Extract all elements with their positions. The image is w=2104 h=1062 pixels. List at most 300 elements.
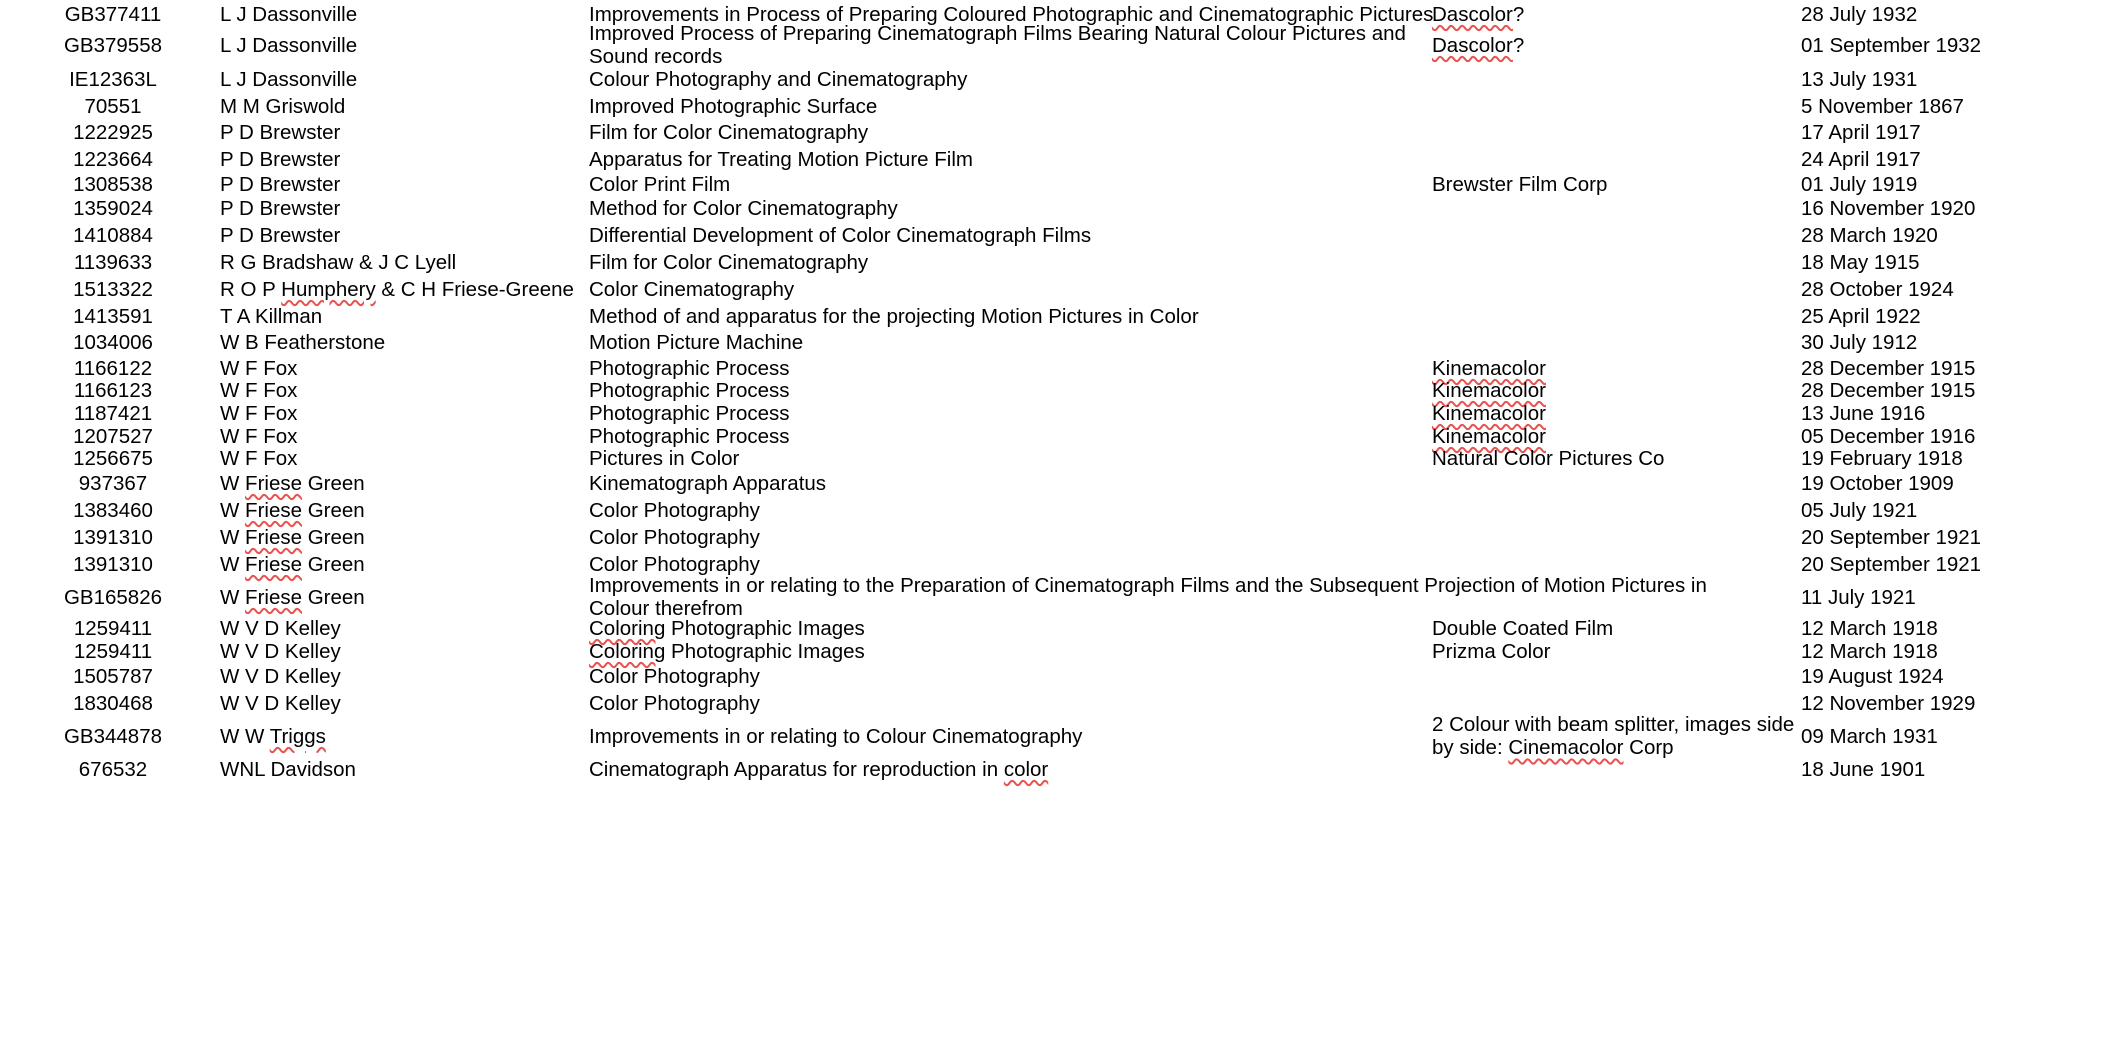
text-run: Friese (245, 585, 303, 609)
patent-number-text: GB379558 (63, 33, 163, 57)
inventor-text: L J Dassonville (220, 67, 358, 91)
patent-number-text: 1383460 (73, 498, 153, 522)
inventor (220, 222, 580, 248)
note-text: Prizma Color (1432, 639, 1551, 663)
inventor-text (220, 553, 365, 576)
patent-date (1801, 497, 2101, 523)
patent-number (0, 470, 226, 496)
inventor-text: W F Fox (220, 378, 298, 402)
note (1432, 379, 1802, 401)
table-row (0, 303, 2104, 329)
note (1432, 146, 1802, 172)
patent-number (0, 577, 226, 617)
patent-title-text: Color Print Film (589, 172, 731, 196)
inventor-text: L J Dassonville (220, 33, 358, 57)
patent-number-text: 937367 (78, 471, 148, 495)
patent-title (589, 172, 1429, 196)
inventor-text: W F Fox (220, 446, 298, 470)
patent-title (589, 357, 1429, 379)
text-run: ? (1512, 2, 1525, 26)
patent-date-text: 12 November 1929 (1801, 691, 1976, 715)
inventor (220, 663, 580, 689)
text-run: Friese (245, 498, 303, 522)
patent-date-text: 28 July 1932 (1801, 2, 1918, 26)
note (1432, 303, 1802, 329)
table-row (0, 497, 2104, 523)
inventor (220, 329, 580, 355)
patent-number (0, 690, 226, 716)
note (1432, 713, 1797, 759)
patent-title-text: Improvements in or relating to the Preparation of Cinematograph Films and the Subsequent Projection of Motion Pictures in Colour therefrom (589, 574, 1707, 620)
inventor-text: L J Dassonville (220, 2, 358, 26)
patent-date (1801, 470, 2101, 496)
patent-date-text: 17 April 1917 (1801, 120, 1921, 144)
patent-title (589, 146, 1429, 172)
text-run: W (220, 585, 246, 609)
inventor-text (220, 526, 365, 549)
patent-number-text: 1222925 (73, 120, 153, 144)
note-text: Brewster Film Corp (1432, 172, 1608, 196)
table-row (0, 249, 2104, 275)
note-text: Kinemacolor (1432, 401, 1546, 425)
patent-number (0, 249, 226, 275)
patent-title (589, 497, 1429, 523)
table-row (0, 329, 2104, 355)
patent-number (0, 640, 226, 662)
patent-number-text: 1139633 (73, 250, 153, 274)
patent-title-text: Color Cinematography (589, 277, 795, 301)
patent-number-text: GB344878 (63, 724, 163, 748)
patent-date (1801, 222, 2101, 248)
patent-date (1801, 617, 2101, 639)
patent-number (0, 196, 226, 220)
inventor-text: WNL Davidson (220, 757, 356, 781)
note-text: Natural Color Pictures Co (1432, 446, 1665, 470)
text-run: Cinematograph Apparatus for reproduction in (589, 757, 1004, 781)
note (1432, 65, 1802, 93)
patent-number-text: GB165826 (63, 585, 163, 609)
inventor-text: T A Killman (220, 304, 323, 328)
text-run: Friese (245, 525, 303, 549)
patent-number-text: 1187421 (73, 401, 153, 425)
table-row (0, 425, 2104, 447)
patent-number (0, 303, 226, 329)
inventor-text: P D Brewster (220, 147, 341, 171)
inventor (220, 551, 580, 577)
patent-title (589, 222, 1429, 248)
inventor (220, 757, 580, 781)
inventor (220, 447, 580, 469)
table-row (0, 663, 2104, 689)
patent-number (0, 379, 226, 401)
text-run: Photographic Images (665, 616, 865, 640)
patent-date (1801, 172, 2101, 196)
patent-date-text: 16 November 1920 (1801, 196, 1976, 220)
patent-date-text: 19 August 1924 (1801, 664, 1944, 688)
patent-number-text: GB377411 (64, 2, 162, 26)
note (1432, 497, 1802, 523)
patent-date (1801, 119, 2101, 145)
text-run: Triggs (269, 724, 326, 748)
text-run: Green (302, 471, 365, 495)
inventor-text: W F Fox (220, 356, 298, 380)
inventor (220, 379, 580, 401)
patent-title (589, 303, 1429, 329)
patent-date-text: 20 September 1921 (1801, 552, 1982, 576)
note (1432, 25, 1802, 65)
text-run: ? (1512, 33, 1525, 57)
patent-title-text: Motion Picture Machine (589, 330, 804, 354)
table-row (0, 574, 2104, 620)
note (1432, 249, 1802, 275)
patent-number (0, 447, 226, 469)
note (1432, 172, 1802, 196)
patent-title-text: Photographic Process (589, 378, 790, 402)
note-text (1432, 3, 1524, 26)
inventor (220, 93, 580, 119)
inventor-text: W V D Kelley (220, 616, 341, 640)
note-text: Double Coated Film (1432, 616, 1614, 640)
patent-title-text: Color Photography (589, 664, 760, 688)
patent-number-text: 70551 (84, 94, 142, 118)
note (1432, 617, 1802, 639)
patent-date (1801, 276, 2101, 302)
text-run: W (220, 525, 246, 549)
patent-number (0, 551, 226, 577)
inventor-text: M M Griswold (220, 94, 346, 118)
table-row (0, 357, 2104, 379)
patent-title-text: Color Photography (589, 525, 760, 549)
table-row (0, 222, 2104, 248)
patent-title (589, 196, 1429, 220)
patent-date-text: 28 December 1915 (1801, 378, 1976, 402)
patent-number (0, 425, 226, 447)
text-run: W (220, 471, 246, 495)
patent-number-text: 1505787 (73, 664, 153, 688)
note (1432, 640, 1802, 662)
note (1432, 276, 1802, 302)
note (1432, 425, 1802, 447)
patent-title (589, 640, 1429, 662)
patent-date-text: 01 September 1932 (1801, 33, 1982, 57)
patent-title (589, 402, 1429, 424)
text-run: Cinemacolor (1508, 736, 1624, 759)
patent-date-text: 05 July 1921 (1801, 498, 1918, 522)
patent-number (0, 497, 226, 523)
text-run: Coloring (589, 616, 666, 640)
text-run: W (220, 498, 246, 522)
patent-date (1801, 329, 2101, 355)
patent-date-text: 01 July 1919 (1801, 172, 1918, 196)
patent-title-text: Pictures in Color (589, 446, 740, 470)
table-row (0, 379, 2104, 401)
patent-title-text: Photographic Process (589, 401, 790, 425)
patent-number-text: 1391310 (73, 552, 153, 576)
patent-date (1801, 93, 2101, 119)
inventor (220, 65, 580, 93)
patent-date-text: 28 December 1915 (1801, 356, 1976, 380)
inventor (220, 470, 580, 496)
patent-number-text: 1830468 (73, 691, 153, 715)
inventor (220, 1, 580, 27)
patent-number (0, 1, 226, 27)
inventor-text: R G Bradshaw & J C Lyell (220, 250, 457, 274)
note (1432, 447, 1802, 469)
patent-title-text: Photographic Process (589, 356, 790, 380)
patent-date (1801, 640, 2101, 662)
patent-number (0, 119, 226, 145)
text-run: Green (302, 498, 365, 522)
patent-title-text: Kinematograph Apparatus (589, 471, 827, 495)
inventor-text: W F Fox (220, 401, 298, 425)
table-row (0, 470, 2104, 496)
inventor-text: P D Brewster (220, 223, 341, 247)
patent-title (589, 249, 1429, 275)
patent-number-text: 676532 (78, 757, 148, 781)
patent-date (1801, 690, 2101, 716)
patent-number-text: IE12363L (69, 67, 157, 91)
patent-number (0, 617, 226, 639)
patent-title-text: Method for Color Cinematography (589, 196, 898, 220)
inventor (220, 497, 580, 523)
patent-date-text: 18 May 1915 (1801, 250, 1920, 274)
patent-date (1801, 1, 2101, 27)
patent-title (589, 716, 1429, 756)
patent-date-text: 30 July 1912 (1801, 330, 1918, 354)
note (1432, 222, 1802, 248)
inventor-text: W V D Kelley (220, 664, 341, 688)
patent-date (1801, 146, 2101, 172)
text-run: Humphery (281, 277, 376, 301)
inventor (220, 303, 580, 329)
patent-number-text: 1259411 (73, 616, 153, 640)
note (1432, 524, 1802, 550)
inventor (220, 196, 580, 220)
inventor (220, 690, 580, 716)
patent-number-text: 1256675 (73, 446, 153, 470)
table-row (0, 276, 2104, 302)
text-run: Coloring (589, 639, 666, 663)
inventor (220, 172, 580, 196)
patent-date (1801, 577, 2101, 617)
patent-date (1801, 249, 2101, 275)
note (1432, 93, 1802, 119)
text-run: R O P (220, 277, 282, 301)
patent-number-text: 1223664 (73, 147, 153, 171)
patent-title (589, 663, 1429, 689)
patent-title (589, 93, 1429, 119)
text-run: W W (220, 724, 270, 748)
inventor-text (220, 725, 326, 748)
patent-date (1801, 757, 2101, 781)
note (1432, 663, 1802, 689)
note-text: Kinemacolor (1432, 378, 1546, 402)
patent-title (589, 617, 1429, 639)
inventor (220, 276, 580, 302)
patent-number (0, 663, 226, 689)
text-run: Green (302, 585, 365, 609)
text-run: Friese (245, 471, 303, 495)
note-text (1432, 713, 1797, 759)
patent-title-text: Improvements in or relating to Colour Cinematography (589, 724, 1083, 748)
patent-date-text: 20 September 1921 (1801, 525, 1982, 549)
patent-date (1801, 447, 2101, 469)
table-row (0, 196, 2104, 220)
text-run: W (220, 552, 246, 576)
patent-date (1801, 357, 2101, 379)
patent-title-text: Apparatus for Treating Motion Picture Film (589, 147, 973, 171)
patent-title (589, 524, 1429, 550)
inventor (220, 119, 580, 145)
patent-number (0, 757, 226, 781)
table-row (0, 524, 2104, 550)
patent-title (589, 119, 1429, 145)
patent-title-text: Colour Photography and Cinematography (589, 67, 968, 91)
patent-date-text: 24 April 1917 (1801, 147, 1921, 171)
patent-date-text: 09 March 1931 (1801, 724, 1938, 748)
patent-title-text: Color Photography (589, 498, 760, 522)
patent-number-text: 1166123 (73, 378, 153, 402)
inventor (220, 249, 580, 275)
text-run: 2 Colour with beam splitter, images side by side: (1432, 713, 1795, 759)
text-run: Dascolor (1432, 2, 1513, 26)
patent-date (1801, 716, 2101, 756)
patent-number-text: 1166122 (73, 356, 153, 380)
patent-number (0, 222, 226, 248)
patent-title-text: Color Photography (589, 691, 760, 715)
patent-title (589, 690, 1429, 716)
patent-date-text: 18 June 1901 (1801, 757, 1926, 781)
inventor (220, 357, 580, 379)
patent-title (589, 276, 1429, 302)
patent-title (589, 65, 1429, 93)
patent-number (0, 172, 226, 196)
patent-date (1801, 303, 2101, 329)
patent-title (589, 470, 1429, 496)
patent-title (589, 22, 1409, 68)
patent-number-text: 1391310 (73, 525, 153, 549)
patent-title-text: Color Photography (589, 552, 760, 576)
patent-date (1801, 402, 2101, 424)
table-row (0, 617, 2104, 639)
patent-number-text: 1034006 (73, 330, 153, 354)
patent-number (0, 65, 226, 93)
text-run: Corp (1623, 736, 1674, 759)
table-row (0, 172, 2104, 196)
text-run: Green (302, 552, 365, 576)
patent-date (1801, 25, 2101, 65)
patent-title-text: Photographic Process (589, 424, 790, 448)
patent-date (1801, 196, 2101, 220)
patent-date-text: 12 March 1918 (1801, 639, 1938, 663)
patent-date-text: 25 April 1922 (1801, 304, 1921, 328)
text-run: color (1003, 757, 1049, 781)
patent-title-text: Differential Development of Color Cinematograph Films (589, 223, 1092, 247)
note (1432, 196, 1802, 220)
note-text: Kinemacolor (1432, 424, 1546, 448)
patent-number-text: 1207527 (73, 424, 153, 448)
text-run: Green (302, 525, 365, 549)
inventor (220, 617, 580, 639)
patent-date-text: 5 November 1867 (1801, 94, 1964, 118)
table-row (0, 93, 2104, 119)
patent-date (1801, 663, 2101, 689)
patent-number (0, 276, 226, 302)
patent-date-text: 19 February 1918 (1801, 446, 1963, 470)
patent-title (589, 447, 1429, 469)
inventor (220, 25, 580, 65)
table-row (0, 402, 2104, 424)
patent-date (1801, 425, 2101, 447)
patent-number-text: 1413591 (73, 304, 153, 328)
note (1432, 357, 1802, 379)
patent-date (1801, 551, 2101, 577)
patent-date-text: 28 October 1924 (1801, 277, 1954, 301)
table-row (0, 640, 2104, 662)
patent-title-text: Improvements in Process of Preparing Coloured Photographic and Cinematographic Pictures (589, 2, 1434, 26)
patent-number-text: 1410884 (73, 223, 153, 247)
note (1432, 329, 1802, 355)
patent-number (0, 402, 226, 424)
inventor-text: P D Brewster (220, 120, 341, 144)
inventor-text: P D Brewster (220, 172, 341, 196)
text-run: & C H Friese-Greene (375, 277, 574, 301)
note (1432, 1, 1802, 27)
table-row (0, 146, 2104, 172)
inventor (220, 577, 580, 617)
patent-title-text (589, 617, 865, 640)
patent-title-text: Improved Process of Preparing Cinematograph Films Bearing Natural Colour Pictures and Sound records (589, 22, 1406, 68)
table-row (0, 757, 2104, 781)
text-run: Friese (245, 552, 303, 576)
patent-date-text: 13 June 1916 (1801, 401, 1926, 425)
patent-date-text: 13 July 1931 (1801, 67, 1918, 91)
inventor-text (220, 499, 365, 522)
inventor-text: W V D Kelley (220, 691, 341, 715)
note (1432, 577, 1802, 617)
patent-number-text: 1308538 (73, 172, 153, 196)
table-row (0, 65, 2104, 93)
patent-number-text: 1259411 (73, 639, 153, 663)
patent-title-text (589, 640, 865, 663)
patent-title-text: Film for Color Cinematography (589, 250, 869, 274)
patent-number (0, 146, 226, 172)
inventor-text (220, 472, 365, 495)
patent-number (0, 357, 226, 379)
patent-number (0, 25, 226, 65)
patent-title (589, 425, 1429, 447)
inventor (220, 640, 580, 662)
patent-title-text: Method of and apparatus for the projecting Motion Pictures in Color (589, 304, 1199, 328)
inventor (220, 524, 580, 550)
patent-date-text: 19 October 1909 (1801, 471, 1954, 495)
inventor-text (220, 278, 574, 301)
patent-title-text: Film for Color Cinematography (589, 120, 869, 144)
patent-number-text: 1513322 (73, 277, 153, 301)
note (1432, 119, 1802, 145)
patent-number (0, 716, 226, 756)
inventor (220, 146, 580, 172)
inventor (220, 402, 580, 424)
inventor (220, 425, 580, 447)
inventor-text: P D Brewster (220, 196, 341, 220)
patent-date (1801, 524, 2101, 550)
note-text (1432, 34, 1524, 57)
note (1432, 757, 1802, 781)
inventor-text: W F Fox (220, 424, 298, 448)
note-text: Kinemacolor (1432, 356, 1546, 380)
patent-date-text: 05 December 1916 (1801, 424, 1976, 448)
